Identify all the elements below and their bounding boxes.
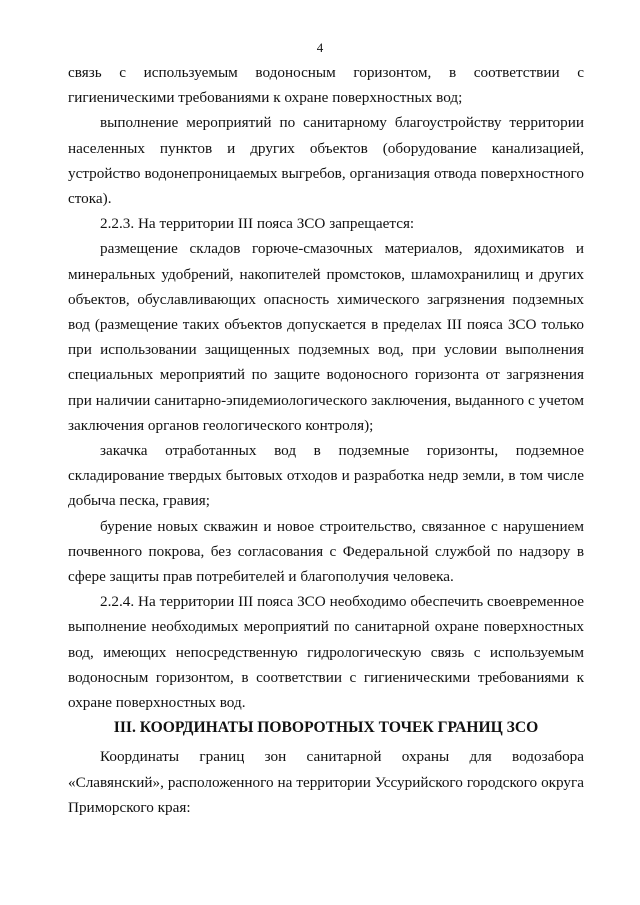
paragraph-drilling: бурение новых скважин и новое строительство, связанное с нарушением почвенного покрова, без согласования с Федеральной службой по надзору в сфере защиты прав потребителей и благополучия человека. bbox=[68, 517, 584, 586]
paragraph-clause-2-2-3: 2.2.3. На территории III пояса ЗСО запрещается: bbox=[100, 215, 415, 233]
page-number: 4 bbox=[316, 40, 324, 55]
paragraph-coordinates-intro: Координаты границ зон санитарной охраны для водозабора «Славянский», расположенного на территории Уссурийского городского округа Приморского края: bbox=[68, 748, 584, 816]
section-heading: III. КООРДИНАТЫ ПОВОРОТНЫХ ТОЧЕК ГРАНИЦ ЗСО bbox=[113, 719, 539, 737]
paragraph-continuation: связь с используемым водоносным горизонтом, в соответствии с гигиеническими требованиями к охране поверхностных вод; bbox=[68, 64, 584, 107]
document-body bbox=[68, 60, 584, 820]
paragraph-clause-2-2-4: 2.2.4. На территории III пояса ЗСО необходимо обеспечить своевременное выполнение необходимых мероприятий по санитарной охране поверхностных вод, имеющих непосредственную гидрологическую связь с используемым водоносным горизонтом, в соответствии с гигиеническими требованиями к охране поверхностных вод. bbox=[68, 593, 584, 712]
paragraph-storage-prohibition: размещение складов горюче-смазочных материалов, ядохимикатов и минеральных удобрений, накопителей промстоков, шламохранилищ и других объектов, обуславливающих опасность химического загрязнения подземных вод (размещение таких объектов допускается в пределах III пояса ЗСО только при использовании защищенных подземных вод, при условии выполнения специальных мероприятий по защите водоносного горизонта от загрязнения при наличии санитарно-эпидемиологического заключения, выданного с учетом заключения органов геологического контроля); bbox=[68, 240, 584, 434]
paragraph-waste-injection: закачка отработанных вод в подземные горизонты, подземное складирование твердых бытовых отходов и разработка недр земли, в том числе добыча песка, гравия; bbox=[68, 442, 584, 510]
paragraph-sanitary-improvement: выполнение мероприятий по санитарному благоустройству территории населенных пунктов и других объектов (оборудование канализацией, устройство водонепроницаемых выгребов, организация отвода поверхностного стока). bbox=[68, 114, 584, 208]
